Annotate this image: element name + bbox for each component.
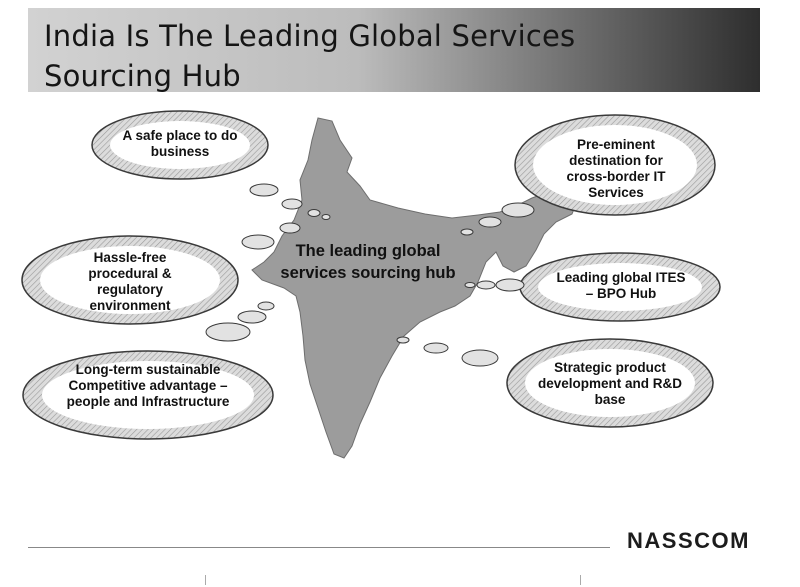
slide-title: India Is The Leading Global Services Sourcing Hub	[44, 19, 576, 93]
cloud-text-hassle-free: Hassle-free procedural & regulatory environment	[88, 250, 172, 313]
center-label: The leading global services sourcing hub	[280, 242, 456, 282]
cloud-text-long-term: Long-term sustainable Competitive advantage – people and Infrastructure	[66, 362, 230, 409]
cloud-text-safe-place: A safe place to do business	[122, 128, 238, 159]
cloud-text-ites-bpo: Leading global ITES – BPO Hub	[556, 270, 686, 301]
nasscom-logo: NASSCOM	[627, 528, 750, 553]
cloud-text-pre-eminent: Pre-eminent destination for cross-border IT Services	[566, 137, 666, 200]
page-tick	[580, 575, 581, 585]
footer-divider	[28, 547, 610, 548]
cloud-text-strategic-product: Strategic product development and R&D base	[537, 360, 683, 407]
page-tick	[205, 575, 206, 585]
